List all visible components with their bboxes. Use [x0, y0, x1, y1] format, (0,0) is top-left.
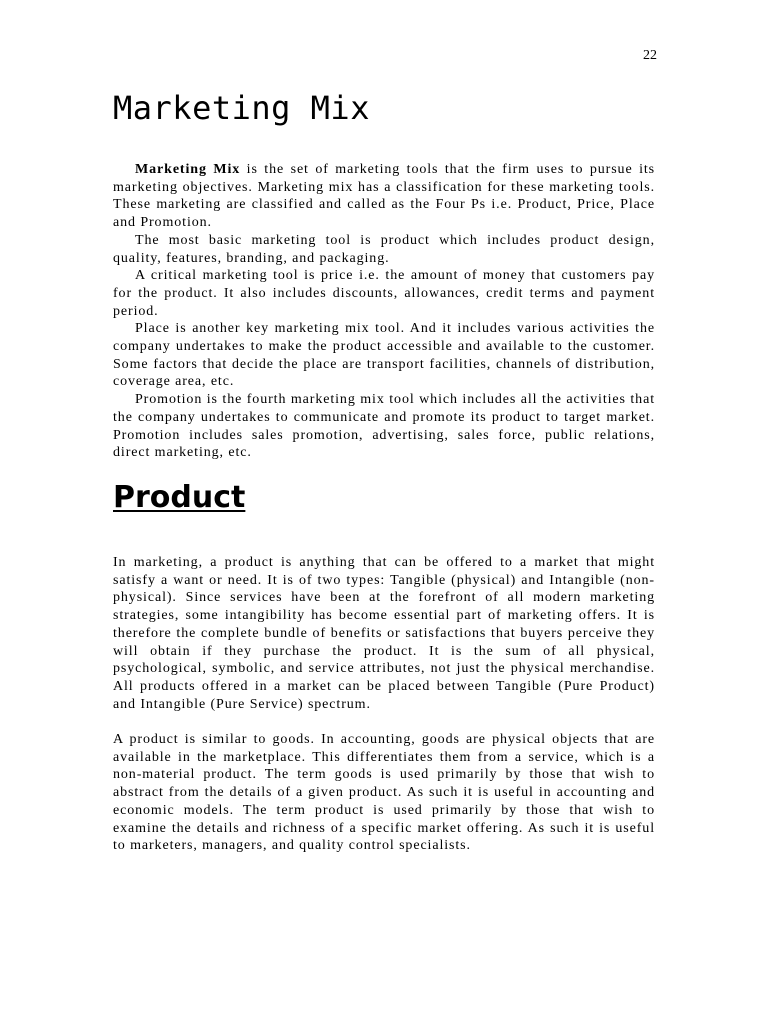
product-heading: Product: [113, 480, 246, 515]
page-number: 22: [643, 48, 657, 63]
product-goods-paragraph: A product is similar to goods. In accounting, goods are physical objects that are available in the marketplace. This differentiates them from a service, which is a non-material product. The term goods is used primarily by those that wish to abstract from the details of a given product. As such it is useful in accounting and economic models. The term product is used primarily by those that wish to examine the details and richness of a specific market offering. As such it is useful to marketers, managers, and quality control specialists.: [113, 732, 655, 854]
page-title: Marketing Mix: [113, 89, 370, 127]
intro-term: Marketing Mix: [135, 162, 241, 177]
promotion-tool-paragraph: Promotion is the fourth marketing mix tool which includes all the activities that the company undertakes to communicate and promote its product to target market. Promotion includes sales promotion, advertising, sales force, public relations, direct marketing, etc.: [113, 392, 655, 461]
place-tool-paragraph: Place is another key marketing mix tool. And it includes various activities the company undertakes to make the product accessible and available to the customer. Some factors that decide the place are transport facilities, channels of distribution, coverage area, etc.: [113, 321, 655, 390]
product-section: [113, 554, 655, 855]
intro-definition: is the set of marketing tools that the firm uses to pursue its marketing objectives. Marketing mix has a classification for these marketing tools. These marketing are classified and called as the Four Ps i.e. Product, Price, Place and Promotion.: [113, 162, 655, 231]
marketing-mix-section: [113, 161, 655, 462]
price-tool-paragraph: A critical marketing tool is price i.e. the amount of money that customers pay for the product. It also includes discounts, allowances, credit terms and payment period.: [113, 268, 655, 319]
intro-paragraph: [113, 161, 655, 232]
product-definition-paragraph: In marketing, a product is anything that can be offered to a market that might satisfy a want or need. It is of two types: Tangible (physical) and Intangible (non-physical). Since services have been at the forefront of all modern marketing strategies, some intangibility has become essential part of marketing offers. It is therefore the complete bundle of benefits or satisfactions that buyers perceive they will obtain if they purchase the product. It is the sum of all physical, psychological, symbolic, and service attributes, not just the physical merchandise. All products offered in a market can be placed between Tangible (Pure Product) and Intangible (Pure Service) spectrum.: [113, 555, 655, 712]
product-tool-paragraph: The most basic marketing tool is product which includes product design, quality, features, branding, and packaging.: [113, 232, 655, 266]
